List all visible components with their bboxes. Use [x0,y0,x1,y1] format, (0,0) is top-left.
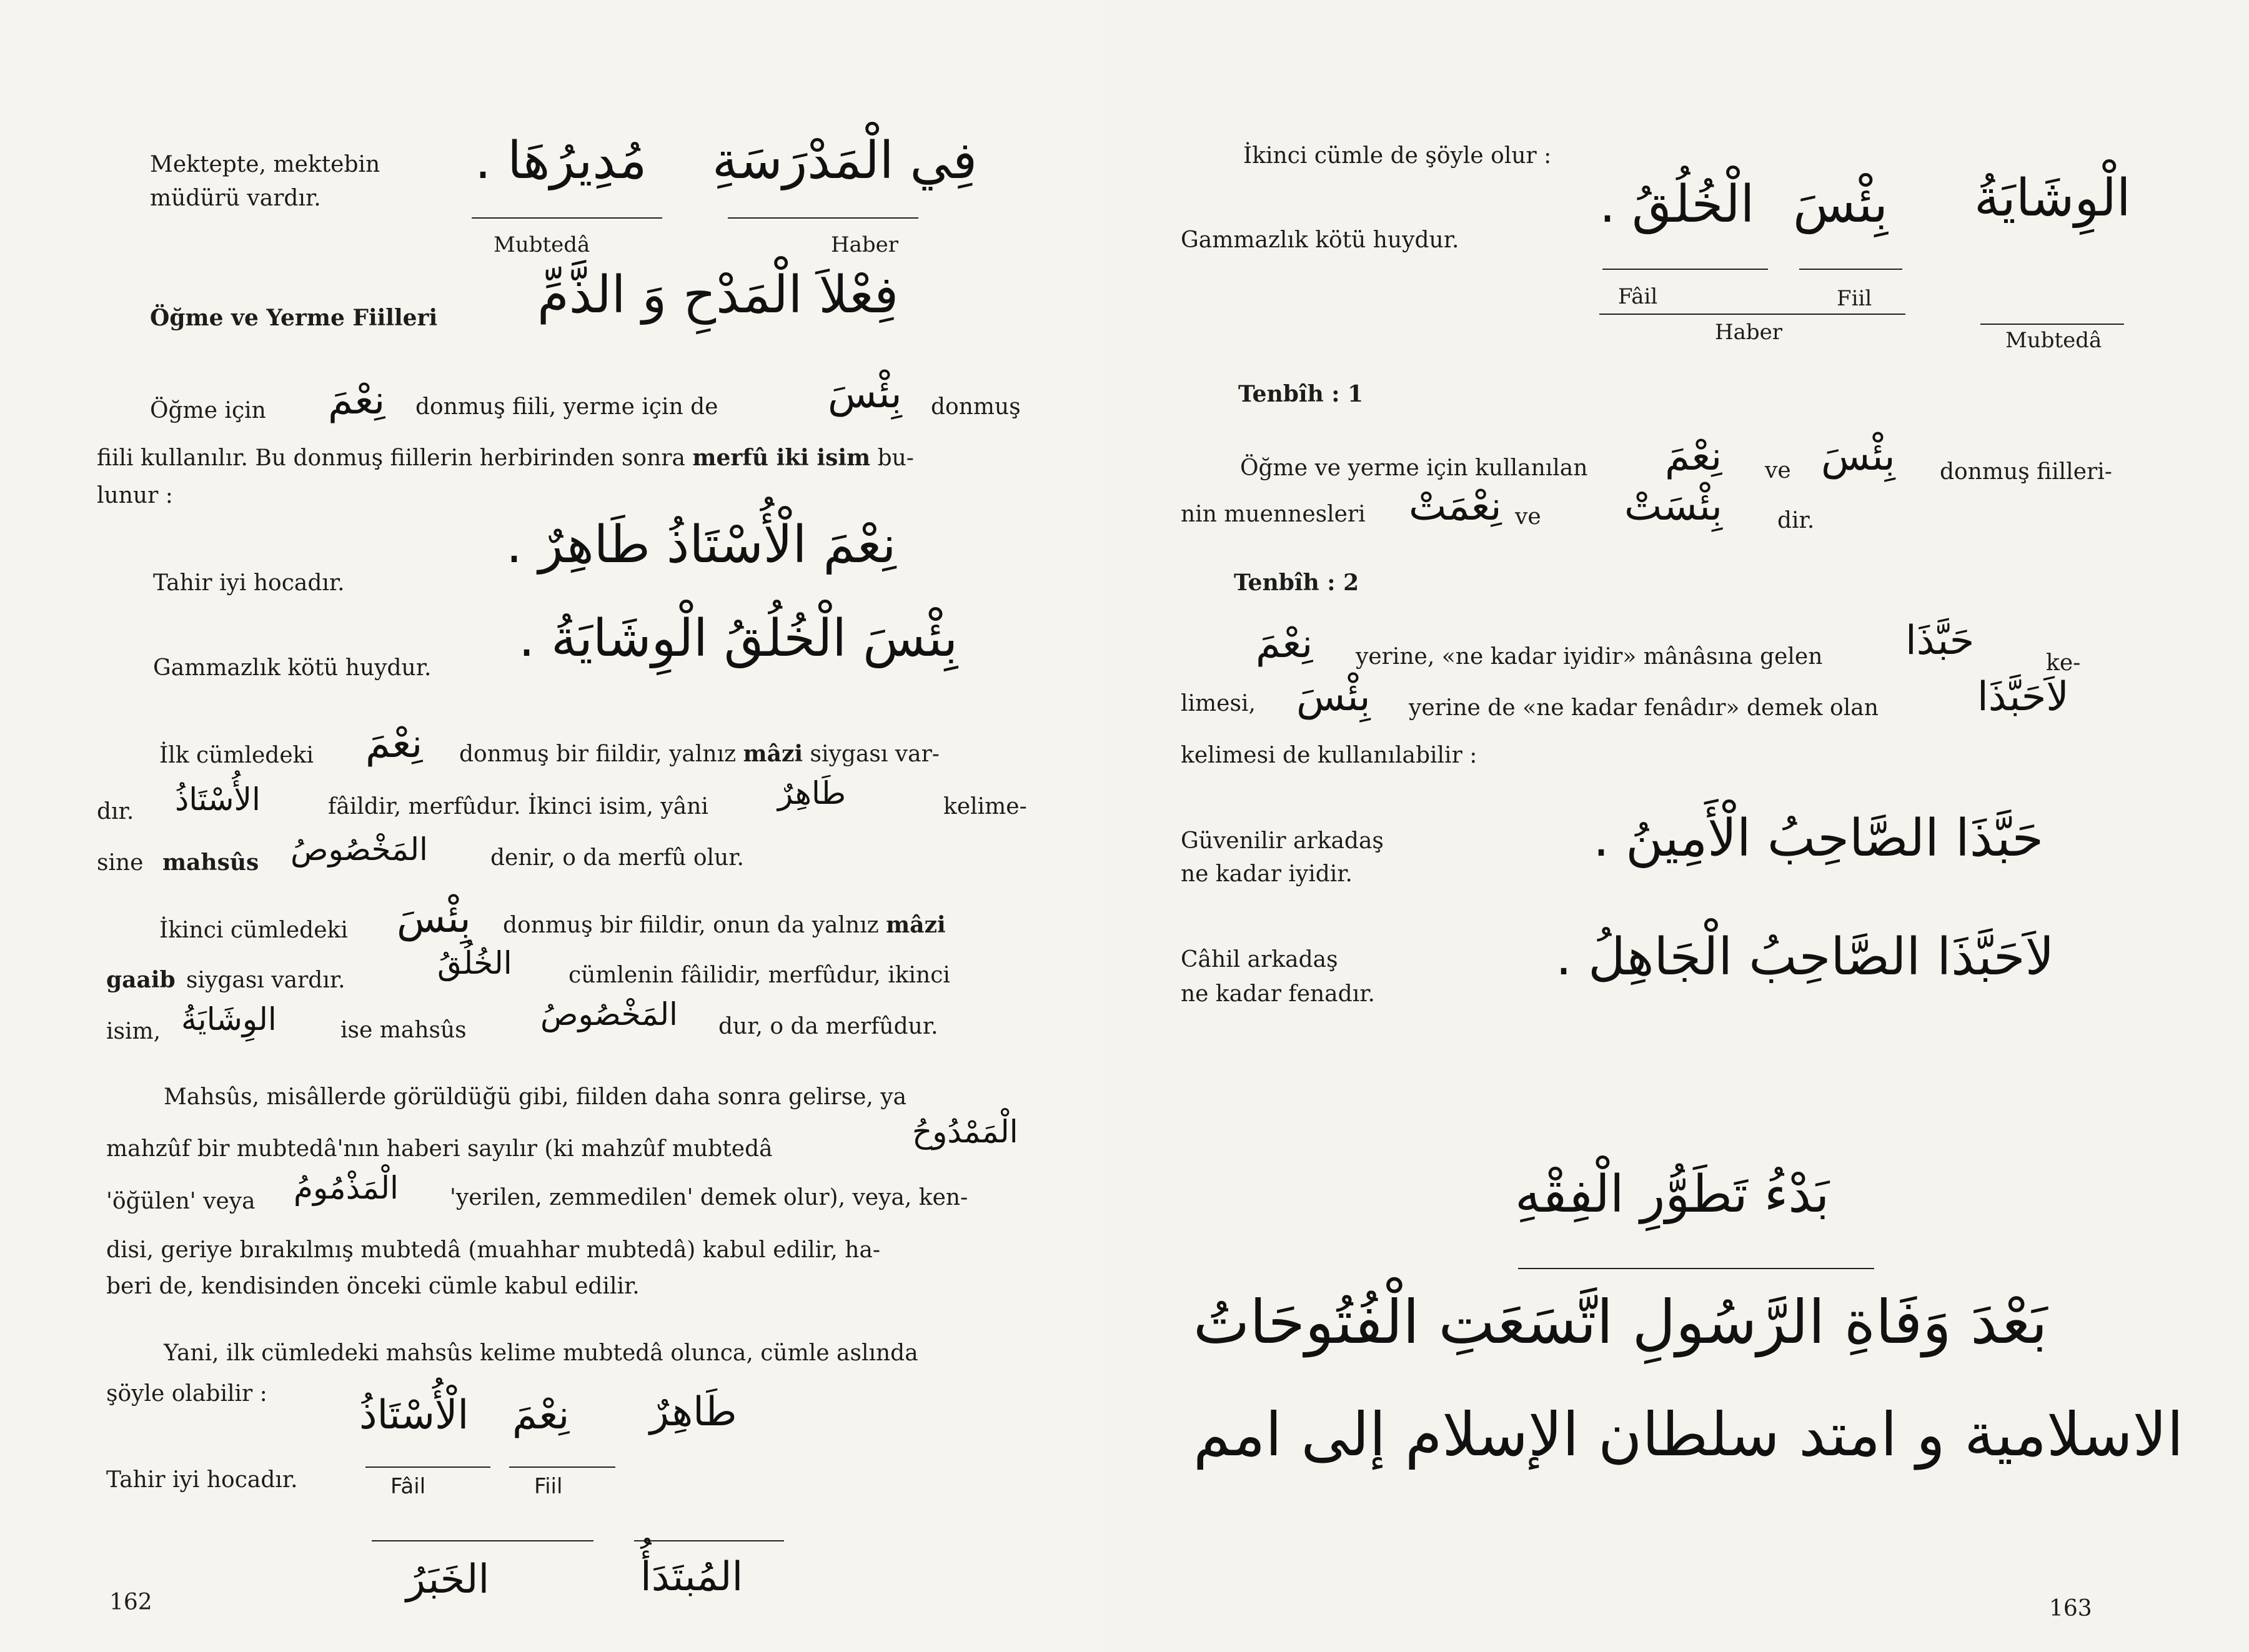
p3-ar2: الخُلُقُ [437,945,512,981]
tenbih2-title: Tenbîh : 2 [1234,570,1359,596]
ex1-label-fiil: Fiil [1837,286,1872,311]
tenbih2-l2b: yerine de «ne kadar fenâdır» demek olan [1409,695,1879,721]
p1-t2: donmuş fiili, yerme için de [415,394,718,420]
right-page [1106,0,2249,1652]
p3-l2b: siygası vardır. [186,967,345,993]
p1-l2b: merfû iki isim [692,445,871,471]
p5-l1: Yani, ilk cümledeki mahsûs kelime mubtedâ olunca, cümle aslında [164,1340,918,1366]
rule [1518,1268,1874,1269]
p1-t1: Öğme için [150,398,266,423]
p1-t3: donmuş [931,394,1021,420]
ex1-ar-fail: الْخُلُقُ . [1599,175,1755,234]
p4-l2: mahzûf bir mubtedâ'nın haberi sayılır (ki mahzûf mubtedâ [106,1136,773,1162]
ex4-ar-mubtada-label: المُبتَدَأُ [640,1554,743,1600]
ex1-tr: Gammazlık kötü huydur. [1181,227,1459,253]
p4-l5: beri de, kendisinden önceki cümle kabul edilir. [106,1274,640,1299]
p2-l3a: sine [97,850,144,876]
tenbih1-ar3: نِعْمَتْ [1409,483,1502,530]
p3-l1 [503,912,946,939]
tenbih2-ar4: لاَحَبَّذَا [1977,674,2069,720]
ex1-label-fail: Fâil [1618,284,1658,309]
p2-ar2: الأُسْتَاذُ [175,781,261,818]
p2-l2a: dır. [97,799,134,824]
body-line-1: بَعْدَ وَفَاةِ الرَّسُولِ اتَّسَعَتِ الْفُتُوحَاتُ [1193,1287,2048,1357]
ex1-ar-mubtada: الْوِشَايَةُ [1974,169,2131,228]
ex4-ar-fail: الْأُسْتَاذُ [359,1392,469,1438]
section-title: بَدْءُ تَطَوُّرِ الْفِقْهِ [1515,1165,1830,1224]
ex2-tr2: ne kadar iyidir. [1181,861,1353,887]
body-line-2: الاسلامية و امتد سلطان الإسلام إلى امم [1193,1400,2184,1470]
ex1-ar-fiil: بِئْسَ [1793,175,1889,234]
p1-ar1: نِعْمَ [328,377,385,423]
intro: İkinci cümle de şöyle olur : [1243,143,1552,169]
rule [634,1540,784,1541]
p1-l3: lunur : [97,483,173,508]
section-heading: Öğme ve Yerme Fiilleri [150,305,438,331]
ex4-ar-fiil: نِعْمَ [512,1392,570,1438]
ex2-tr: Tahir iyi hocadır. [153,570,345,596]
p4-l3a: 'öğülen' veya [106,1189,256,1214]
tenbih2-l3: kelimesi de kullanılabilir : [1181,743,1477,768]
p2-l3c: denir, o da merfû olur. [490,845,744,871]
p4-ar2: الْمَذْمُومُ [294,1170,399,1206]
p4-ar1: الْمَمْدُوحُ [912,1114,1018,1150]
ex4-tr: Tahir iyi hocadır. [106,1467,298,1493]
p3-ar3: الوِشَايَةُ [181,1001,277,1037]
ex3-ar: لاَحَبَّذَا الصَّاحِبُ الْجَاهِلُ . [1556,927,2055,987]
rule [472,217,662,219]
ex2-ar: حَبَّذَا الصَّاحِبُ الْأَمِينُ . [1593,809,2044,868]
ex2-ar: نِعْمَ الْأُسْتَاذُ طَاهِرٌ . [506,515,896,575]
tenbih2-l1a: yerine, «ne kadar iyidir» mânâsına gelen [1356,644,1823,670]
p3-l2c: cümlenin fâilidir, merfûdur, ikinci [568,962,950,988]
p2-ar3: طَاهِرٌ [778,775,846,811]
ex2-tr1: Güvenilir arkadaş [1181,828,1384,854]
p2-l1 [459,741,940,768]
p4-l3b: 'yerilen, zemmedilen' demek olur), veya, ken- [450,1185,968,1210]
rule [372,1540,593,1541]
ex3-tr2: ne kadar fenadır. [1181,981,1375,1007]
ex4-ar-mubtada: طَاهِرٌ [650,1389,737,1435]
rule [509,1467,615,1468]
tenbih1-ar4: بِئْسَتْ [1624,483,1723,530]
p1-l2 [97,445,914,472]
ex1-label-mubteda: Mubtedâ [494,232,590,257]
tenbih1-l2c: dir. [1777,508,1815,533]
page-number-right: 163 [2049,1596,2092,1621]
p2-l2b: fâildir, merfûdur. İkinci isim, yâni [328,794,708,819]
p3-ar4: المَخْصُوصُ [540,996,678,1032]
tenbih2-ar1: نِعْمَ [1256,621,1313,667]
ex4-label-fiil: Fiil [534,1474,563,1499]
ex1-ar-b: فِي الْمَدْرَسَةِ [712,131,978,190]
rule [728,217,918,219]
rule [1599,314,1905,315]
p3-l3c: dur, o da merfûdur. [718,1014,938,1039]
p2-l1c: mâzi [743,741,803,767]
tenbih1-title: Tenbîh : 1 [1238,381,1364,407]
rule [365,1467,490,1468]
ex1-label-haber: Haber [1715,320,1783,345]
tenbih1-l2b: ve [1515,504,1541,530]
tenbih2-l2a: limesi, [1181,691,1256,716]
ex3-ar: بِئْسَ الْخُلُقُ الْوِشَايَةُ . [519,609,958,668]
p3-l3b: ise mahsûs [340,1017,467,1043]
p3-l2a: gaaib [106,967,176,993]
left-page [0,0,1106,1652]
tenbih1-l1b: ve [1765,458,1791,483]
tenbih2-ar3: بِئْسَ [1296,674,1371,720]
tenbih1-l2a: nin muennesleri [1181,502,1366,527]
p2-l1d: siygası var- [810,741,940,767]
p2-l1b: donmuş bir fiildir, yalnız [459,741,737,767]
p3-l1a: İkinci cümledeki [159,918,348,943]
p4-l1: Mahsûs, misâllerde görüldüğü gibi, fiilden daha sonra gelirse, ya [164,1084,907,1110]
tenbih1-ar1: نِعْمَ [1665,433,1722,480]
ex1-tr-line2: müdürü vardır. [150,185,321,211]
tenbih1-ar2: بِئْسَ [1821,433,1895,480]
ex1-tr-line1: Mektepte, mektebin [150,152,380,177]
p2-l2c: kelime- [943,794,1027,819]
p1-l2c: bu- [877,445,914,471]
p5-l2: şöyle olabilir : [106,1381,267,1407]
p3-l3a: isim, [106,1019,161,1044]
ex3-tr1: Câhil arkadaş [1181,947,1338,972]
ex3-tr: Gammazlık kötü huydur. [153,655,432,681]
ex4-label-fail: Fâil [390,1474,426,1499]
p4-l4: disi, geriye bırakılmış mubtedâ (muahhar mubtedâ) kabul edilir, ha- [106,1237,881,1263]
p3-ar1: بِئْسَ [397,896,471,942]
p1-l2a: fiili kullanılır. Bu donmuş fiillerin herbirinden sonra [97,445,685,471]
p2-l3b: mahsûs [162,849,259,876]
tenbih1-l1c: donmuş fiilleri- [1940,459,2112,485]
section-heading-ar: فِعْلاَ الْمَدْحِ وَ الذَّمِّ [537,265,899,325]
p2-ar4: المَخْصُوصُ [290,831,428,868]
p1-ar2: بِئْسَ [828,371,902,417]
ex4-ar-khabar: الخَبَرُ [406,1556,490,1603]
rule [1980,324,2124,325]
page-number-left: 162 [109,1590,152,1615]
rule [1602,269,1768,270]
p2-l1a: İlk cümledeki [159,743,314,768]
ex1-label-haber: Haber [831,232,899,257]
p3-l1b: donmuş bir fiildir, onun da yalnız [503,913,879,938]
tenbih1-l1a: Öğme ve yerme için kullanılan [1240,455,1588,481]
p3-l1c: mâzi [886,912,946,938]
rule [1799,269,1902,270]
ex1-ar-a: مُدِيرُهَا . [475,131,647,190]
tenbih2-ar2: حَبَّذَا [1905,618,1975,664]
p2-ar1: نِعْمَ [365,721,423,767]
ex1-label-mubtada: Mubtedâ [2005,328,2102,353]
tenbih2-l1b: ke- [2046,650,2081,676]
